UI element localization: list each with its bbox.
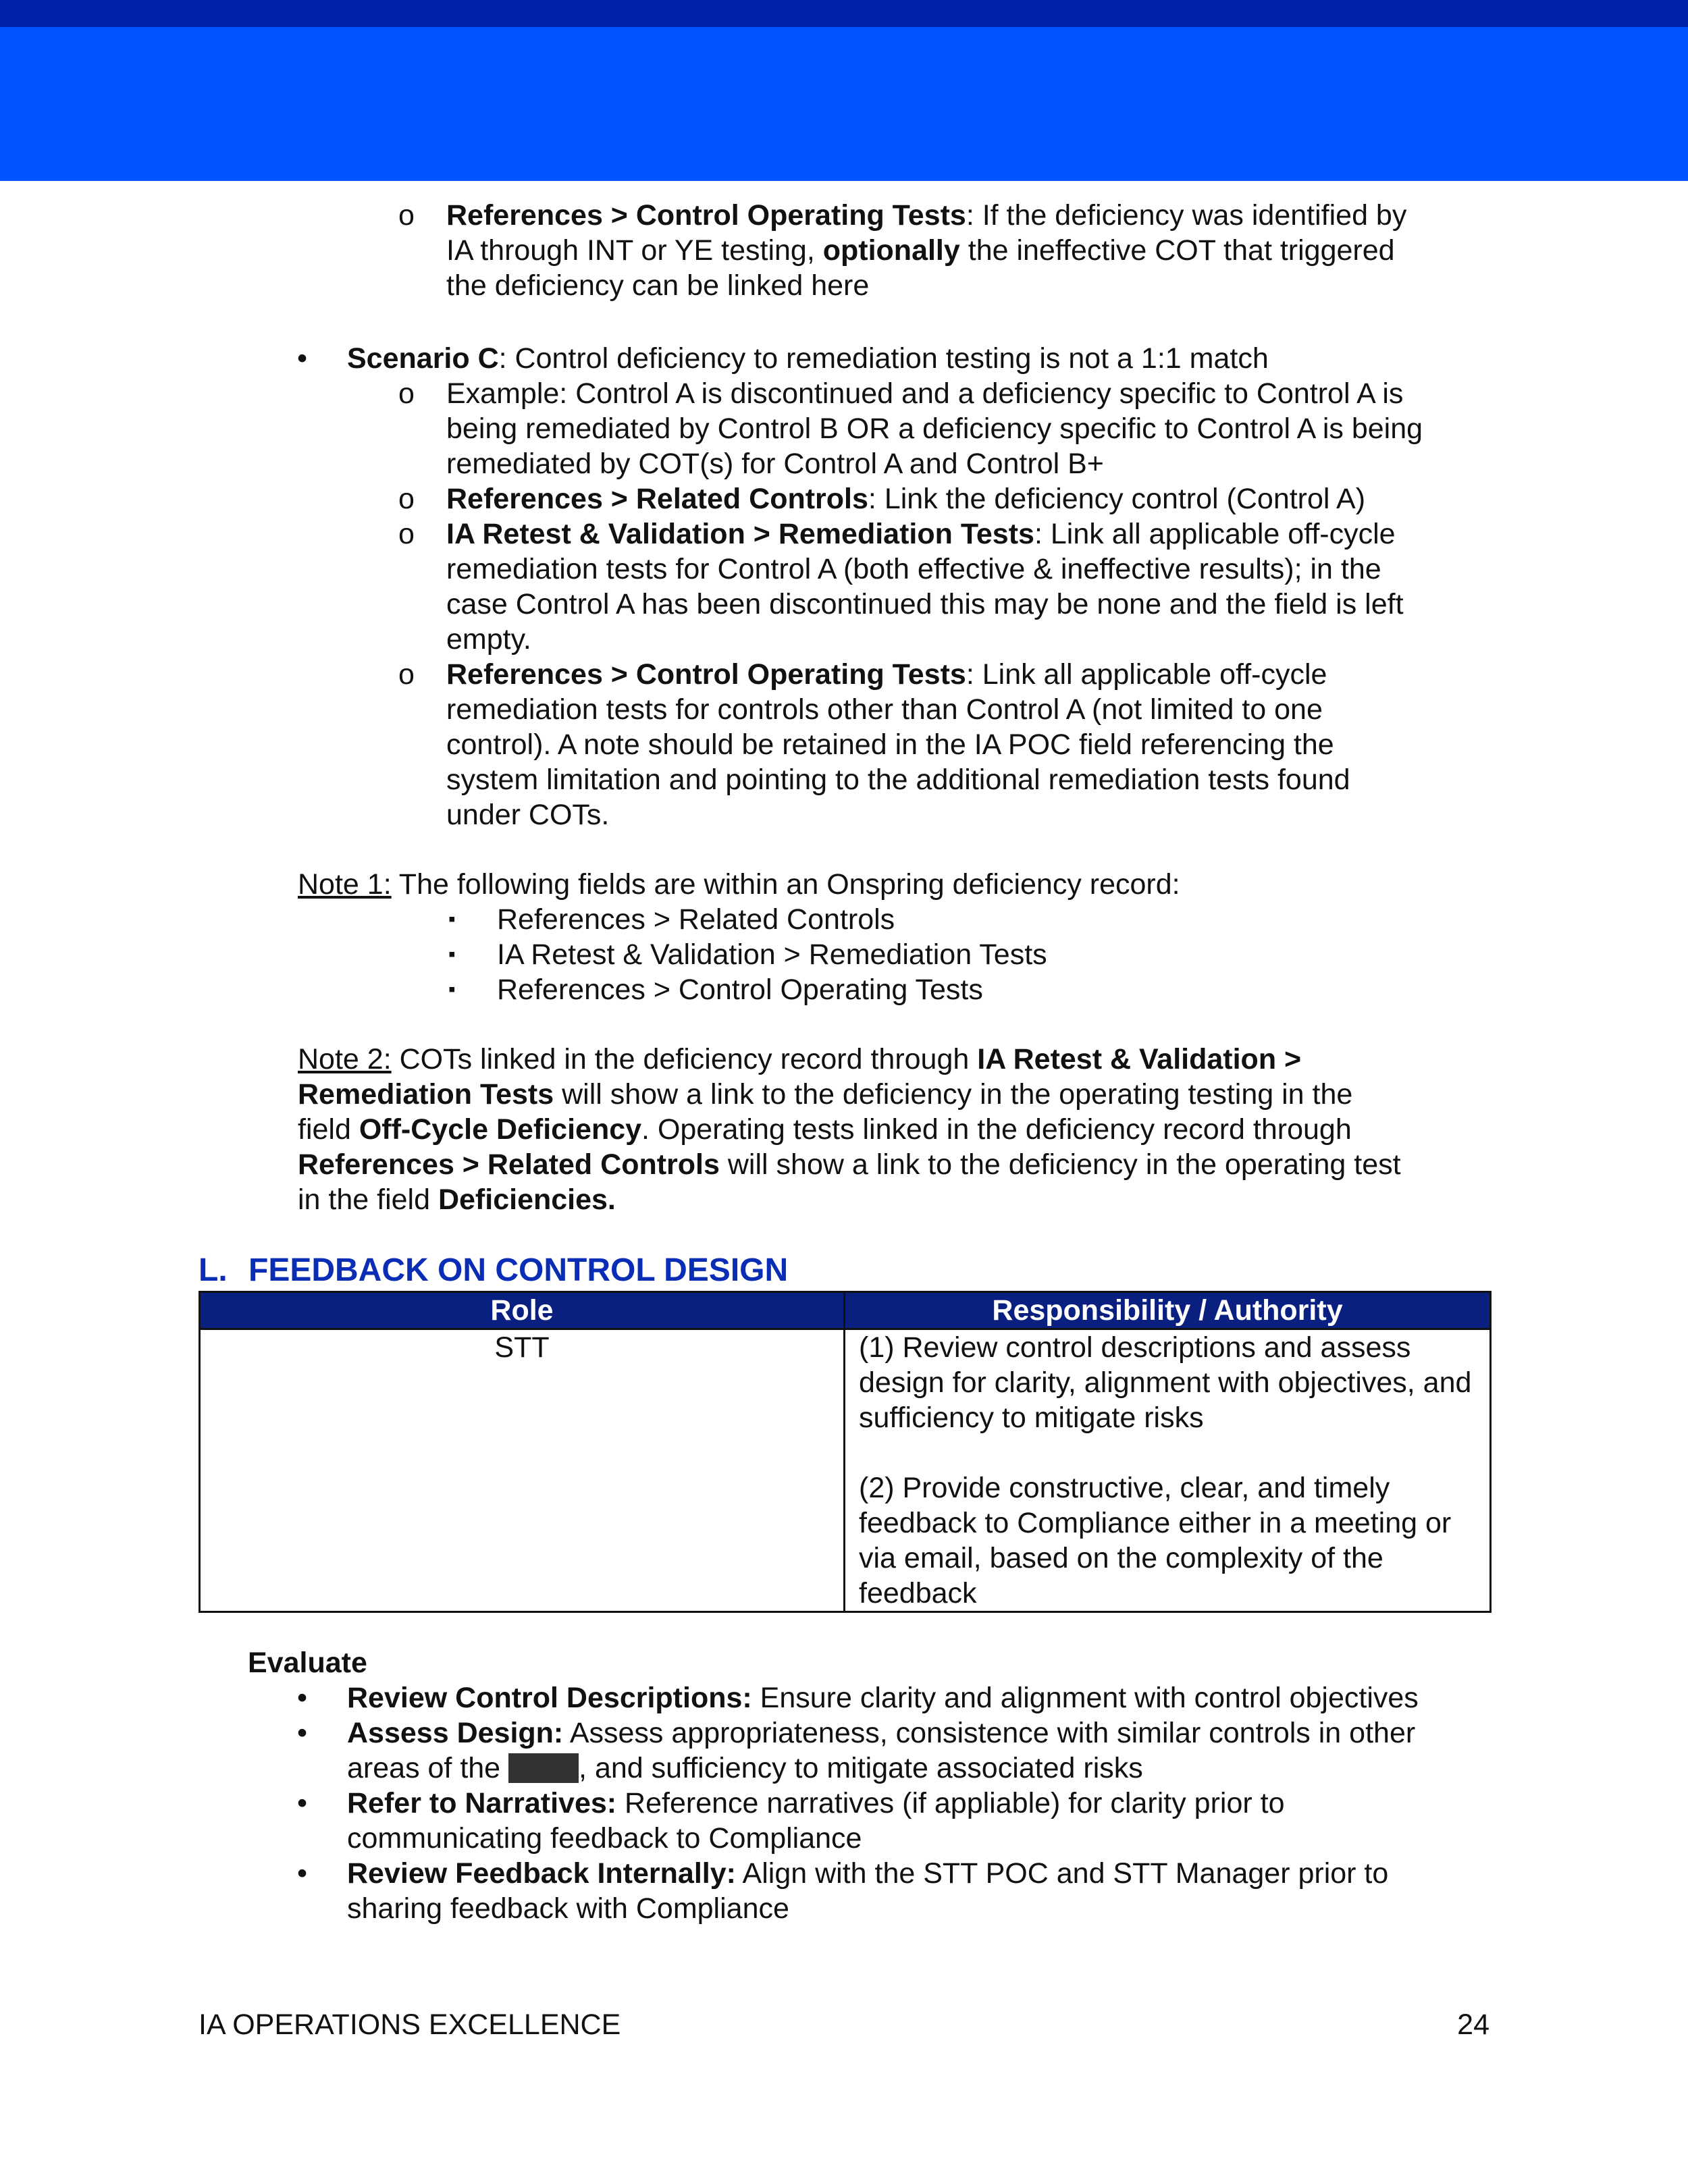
note-2-line-4: References > Related Controls will show a link to the deficiency in the operating test (298, 1148, 1401, 1181)
retest-line-3: case Control A has been discontinued this may be none and the field is left (446, 588, 1404, 620)
table-header-row (200, 1292, 1491, 1329)
note-1-item: IA Retest & Validation > Remediation Tests (497, 938, 1047, 971)
evaluate-item: Review Feedback Internally: Align with the STT POC and STT Manager prior to (347, 1857, 1389, 1890)
square-bullet-icon: ▪ (448, 978, 456, 1001)
header-band (0, 27, 1688, 181)
section-heading: L. FEEDBACK ON CONTROL DESIGN (199, 1252, 789, 1288)
related-controls-line: References > Related Controls: Link the deficiency control (Control A) (446, 483, 1366, 515)
cot-line-5: under COTs. (446, 799, 610, 831)
evaluate-item: Refer to Narratives: Reference narratives (if appliable) for clarity prior to (347, 1787, 1285, 1819)
example-line-3: remediated by COT(s) for Control A and Control B+ (446, 448, 1104, 480)
feedback-table (199, 1291, 1492, 1613)
cot-optional-line-2: IA through INT or YE testing, optionally the ineffective COT that triggered (446, 234, 1395, 267)
circle-bullet-icon: o (398, 518, 415, 550)
dot-bullet-icon: • (297, 342, 308, 375)
table-row (200, 1329, 1491, 1612)
circle-bullet-icon: o (398, 199, 415, 232)
role-cell: STT (200, 1329, 845, 1612)
example-line-2: being remediated by Control B OR a deficiency specific to Control A is being (446, 412, 1423, 445)
note-1-item: References > Control Operating Tests (497, 974, 983, 1006)
evaluate-item-cont: areas of the , and sufficiency to mitigate associated risks (347, 1752, 1143, 1784)
retest-line-4: empty. (446, 623, 531, 656)
note-1-item: References > Related Controls (497, 903, 895, 936)
evaluate-heading: Evaluate (248, 1647, 367, 1679)
responsibility-item: (1) Review control descriptions and assess design for clarity, alignment with objectives, and sufficiency to mitigate risks (859, 1331, 1472, 1434)
redaction-block (508, 1753, 579, 1783)
dot-bullet-icon: • (297, 1717, 308, 1749)
scenario-c-line: Scenario C: Control deficiency to remediation testing is not a 1:1 match (347, 342, 1269, 375)
evaluate-item: Review Control Descriptions: Ensure clarity and alignment with control objectives (347, 1682, 1419, 1714)
cot-line-3: control). A note should be retained in the IA POC field referencing the (446, 728, 1334, 761)
note-1: Note 1: The following fields are within an Onspring deficiency record: (298, 868, 1180, 901)
cot-optional-line-1: References > Control Operating Tests: If the deficiency was identified by (446, 199, 1407, 232)
responsibility-cell (845, 1329, 1491, 1612)
evaluate-item-cont: sharing feedback with Compliance (347, 1892, 789, 1925)
circle-bullet-icon: o (398, 483, 415, 515)
evaluate-item-cont: communicating feedback to Compliance (347, 1822, 862, 1855)
note-2-line-5: in the field Deficiencies. (298, 1183, 616, 1216)
cot-optional-line-3: the deficiency can be linked here (446, 269, 870, 302)
table-header-cell: Role (200, 1292, 845, 1329)
page-number: 24 (1457, 2008, 1489, 2041)
note-2-line-3: field Off-Cycle Deficiency. Operating tests linked in the deficiency record through (298, 1113, 1352, 1146)
circle-bullet-icon: o (398, 377, 415, 410)
retest-line-2: remediation tests for Control A (both effective & ineffective results); in the (446, 553, 1381, 585)
footer-title: IA OPERATIONS EXCELLENCE (199, 2008, 621, 2041)
table-header-cell: Responsibility / Authority (845, 1292, 1491, 1329)
circle-bullet-icon: o (398, 658, 415, 691)
retest-line-1: IA Retest & Validation > Remediation Tests: Link all applicable off-cycle (446, 518, 1396, 550)
dot-bullet-icon: • (297, 1787, 308, 1819)
header-band-top (0, 0, 1688, 27)
note-2-line-1: Note 2: COTs linked in the deficiency record through IA Retest & Validation > (298, 1043, 1302, 1075)
square-bullet-icon: ▪ (448, 943, 456, 965)
cot-line-4: system limitation and pointing to the additional remediation tests found (446, 764, 1350, 796)
responsibility-item: (2) Provide constructive, clear, and timely feedback to Compliance either in a meeting or via email, based on the complexity of the feedback (859, 1472, 1452, 1609)
cot-line-1: References > Control Operating Tests: Link all applicable off-cycle (446, 658, 1327, 691)
example-line-1: Example: Control A is discontinued and a deficiency specific to Control A is (446, 377, 1404, 410)
note-2-line-2: Remediation Tests will show a link to the deficiency in the operating testing in the (298, 1078, 1353, 1111)
evaluate-item: Assess Design: Assess appropriateness, consistence with similar controls in other (347, 1717, 1416, 1749)
dot-bullet-icon: • (297, 1857, 308, 1890)
square-bullet-icon: ▪ (448, 908, 456, 930)
cot-line-2: remediation tests for controls other than Control A (not limited to one (446, 693, 1323, 726)
dot-bullet-icon: • (297, 1682, 308, 1714)
